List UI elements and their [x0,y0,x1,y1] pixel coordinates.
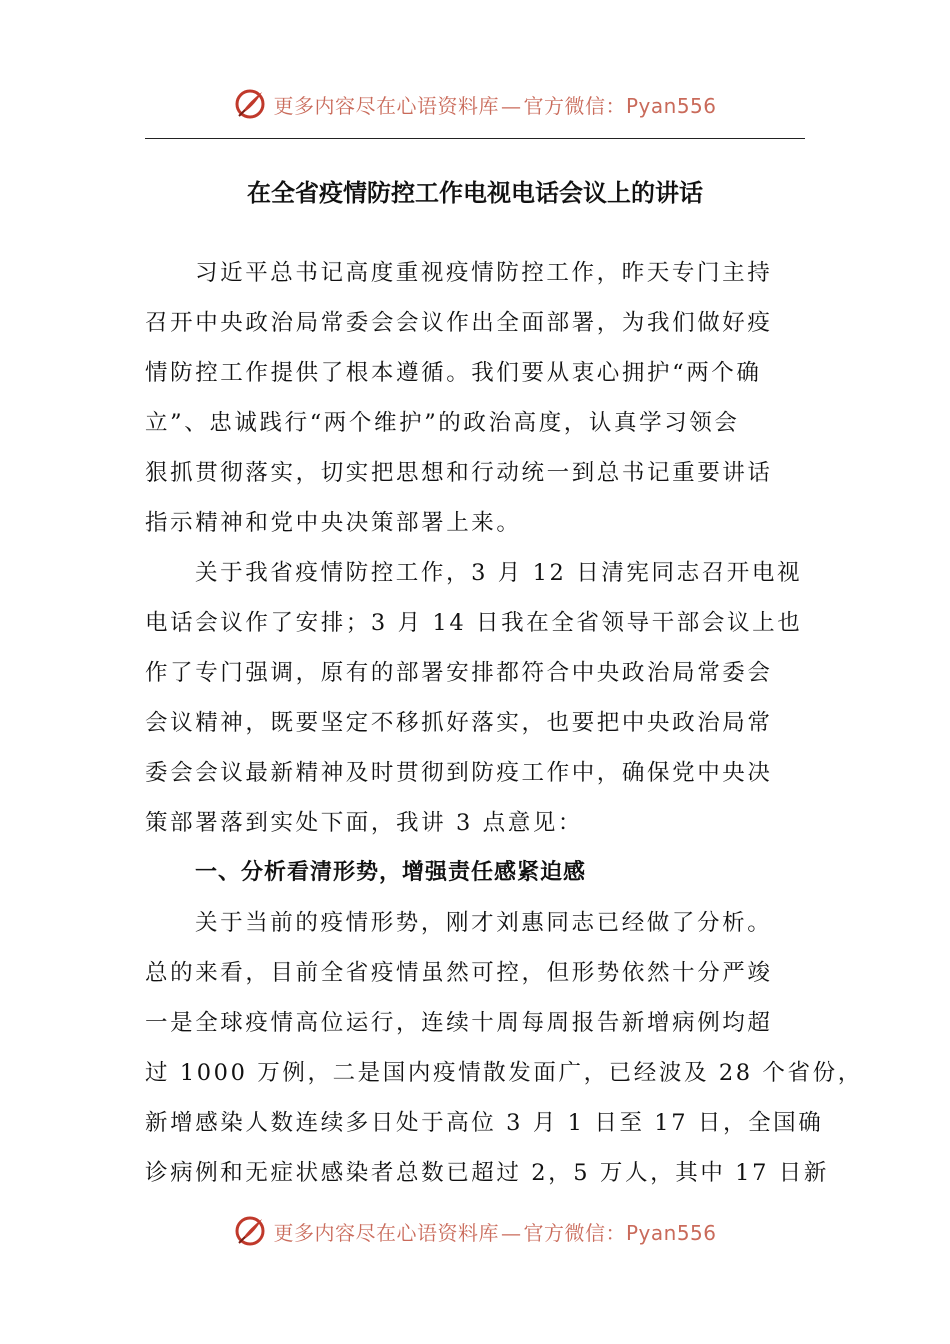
body-text-line: 诊病例和无症状感染者总数已超过 2，5 万人，其中 17 日新 [145,1160,829,1186]
body-text-line: 策部署落到实处下面，我讲 3 点意见： [145,810,584,836]
document-body [145,248,863,1198]
body-text-line: 电话会议作了安排；3 月 14 日我在全省领导干部会议上也 [145,610,803,636]
body-text-line: 情防控工作提供了根本遵循。我们要从衷心拥护“两个确 [145,360,762,386]
body-text-line: 关于我省疫情防控工作，3 月 12 日清宪同志召开电视 [195,560,803,586]
quill-logo-icon [233,1214,267,1248]
body-text-line: 立”、忠诚践行“两个维护”的政治高度，认真学习领会 [145,410,740,436]
body-text-line: 作了专门强调，原有的部署安排都符合中央政治局常委会 [145,660,773,686]
body-text-line: 关于当前的疫情形势，刚才刘惠同志已经做了分析。 [195,910,773,936]
footer-watermark [0,1211,950,1251]
body-text-line: 新增感染人数连续多日处于高位 3 月 1 日至 17 日，全国确 [145,1110,824,1136]
body-text-line: 习近平总书记高度重视疫情防控工作，昨天专门主持 [195,260,773,286]
body-text-line: 召开中央政治局常委会会议作出全面部署，为我们做好疫 [145,310,773,336]
body-text-line: 过 1000 万例，二是国内疫情散发面广，已经波及 28 个省份， [145,1060,863,1086]
body-text-line: 指示精神和党中央决策部署上来。 [145,510,522,536]
watermark-text: 更多内容尽在心语资料库 — 官方微信：Pyan556 [273,93,717,118]
body-text-line: 会议精神，既要坚定不移抓好落实，也要把中央政治局常 [145,710,773,736]
body-text-line: 委会会议最新精神及时贯彻到防疫工作中，确保党中央决 [145,760,773,786]
document-title: 在全省疫情防控工作电视电话会议上的讲话 [247,179,703,207]
section-heading: 一、分析看清形势，增强责任感紧迫感 [195,860,587,885]
header-watermark [0,84,950,124]
body-text-line: 总的来看，目前全省疫情虽然可控，但形势依然十分严竣 [145,960,773,986]
body-text-line: 一是全球疫情高位运行，连续十周每周报告新增病例均超 [145,1010,773,1036]
body-text-line: 狠抓贯彻落实，切实把思想和行动统一到总书记重要讲话 [145,460,773,486]
watermark-text: 更多内容尽在心语资料库 — 官方微信：Pyan556 [273,1220,717,1245]
header-divider [145,138,805,139]
quill-logo-icon [233,87,267,121]
